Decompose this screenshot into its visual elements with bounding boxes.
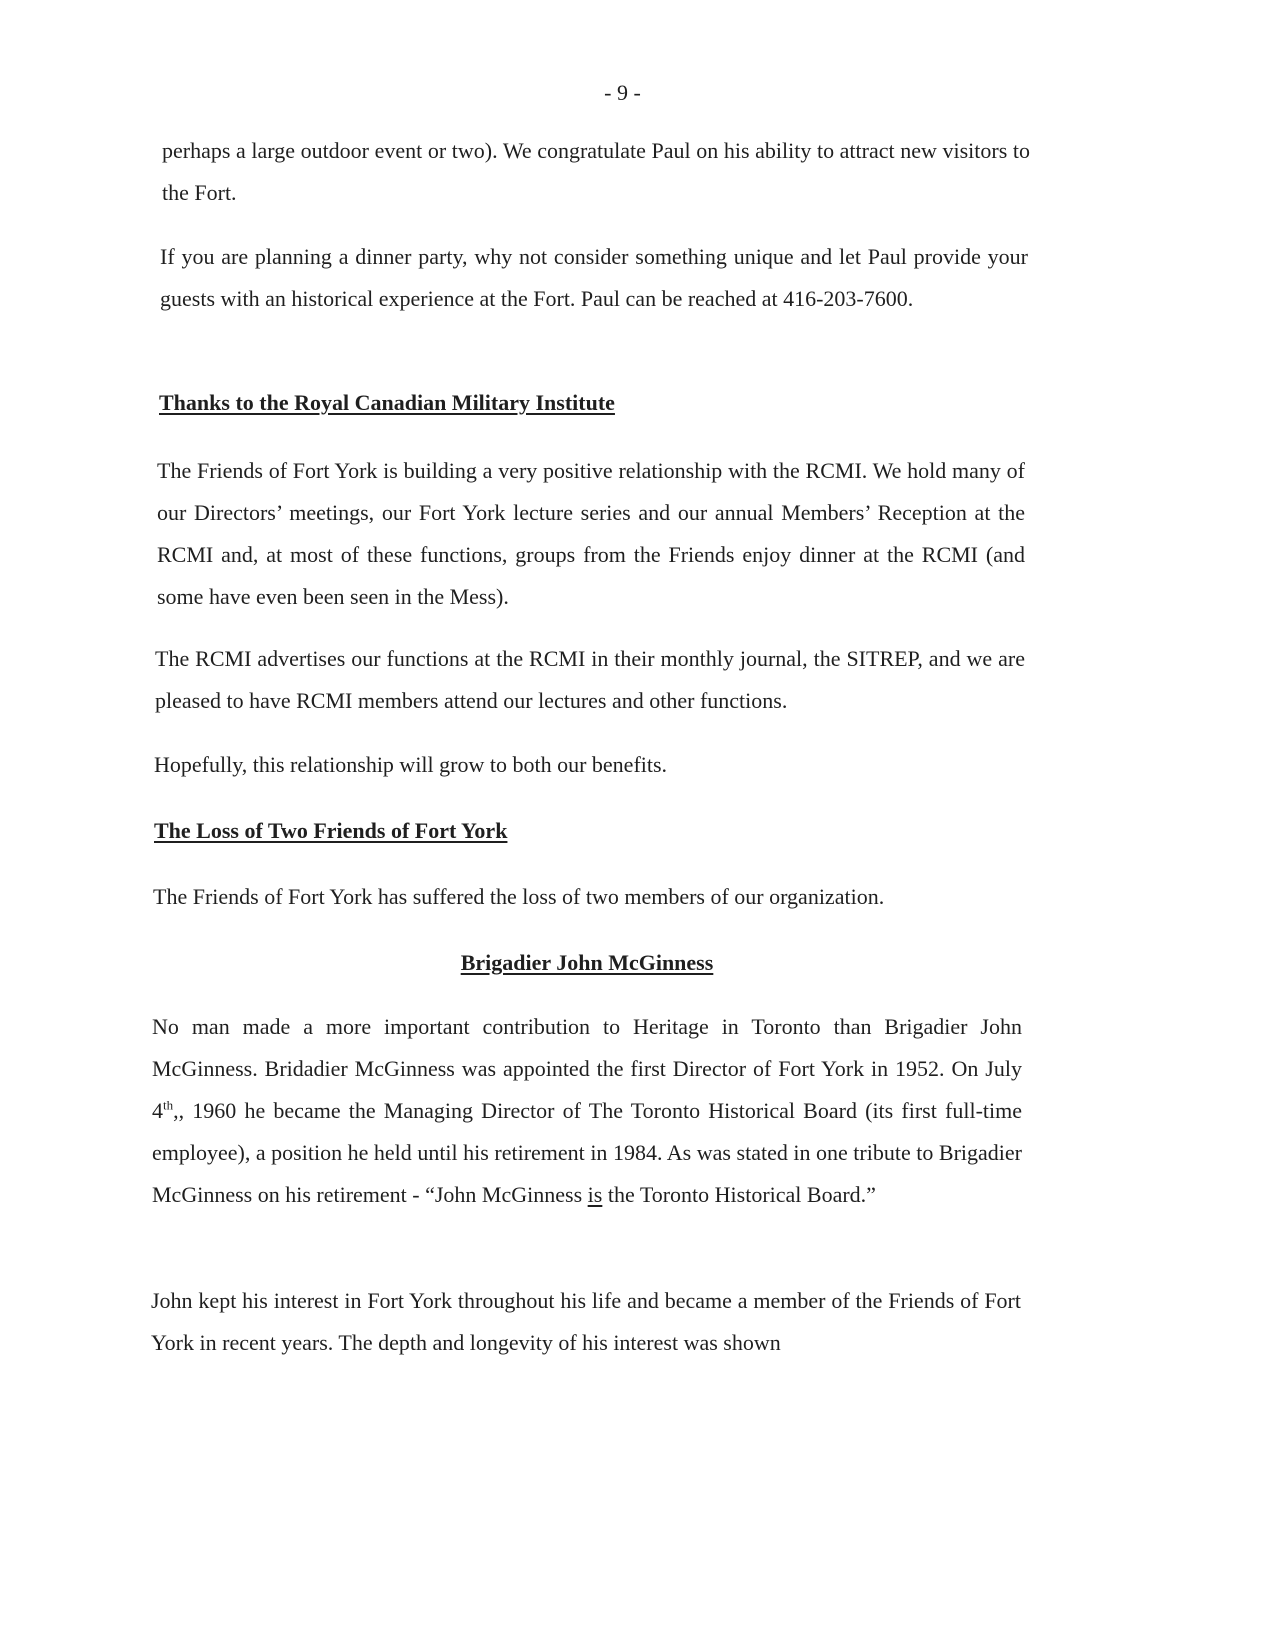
heading-mcginness [153,942,1021,984]
paragraph-mcginness-tribute [152,1006,1022,1216]
tribute-text-c: the Toronto Historical Board.” [602,1182,876,1207]
page-number: - 9 - [604,80,641,105]
paragraph-rcmi-sitrep: The RCMI advertises our functions at the RCMI in their monthly journal, the SITREP, and we are pleased to have RCMI members attend our lectures and other functions. [155,646,1025,713]
paragraph-rcmi-hopefully: Hopefully, this relationship will grow to both our benefits. [154,752,668,777]
paragraph-visitors: perhaps a large outdoor event or two). We congratulate Paul on his ability to attract new visitors to the Fort. [162,138,1030,205]
paragraph-dinner-party: If you are planning a dinner party, why not consider something unique and let Paul provide your guests with an historical experience at the Fort. Paul can be reached at 416-203-7600. [160,244,1028,311]
heading-loss: The Loss of Two Friends of Fort York [154,818,508,843]
superscript-th: th [163,1097,174,1113]
paragraph-mcginness-interest: John kept his interest in Fort York throughout his life and became a member of the Friends of Fort York in recent years. The depth and longevity of his interest was shown [151,1288,1021,1355]
underlined-is: is [587,1182,603,1207]
tribute-text-b: ,, 1960 he became the Managing Director of The Toronto Historical Board (its first full-time employee), a position he held until his retirement in 1984. As was stated in one tribute to Brigadier McGinness on his retirement - “John McGinness [152,1098,1022,1207]
heading-rcmi: Thanks to the Royal Canadian Military Institute [159,390,615,415]
tribute-text-a: No man made a more important contribution to Heritage in Toronto than Brigadier John McGinness. Bridadier McGinness was appointed the first Director of Fort York in 1952. On July 4 [152,1014,1022,1123]
paragraph-rcmi-relationship: The Friends of Fort York is building a very positive relationship with the RCMI. We hold many of our Directors’ meetings, our Fort York lecture series and our annual Members’ Reception at the RCMI and, at most of these functions, groups from the Friends enjoy dinner at the RCMI (and some have even been seen in the Mess). [157,458,1025,609]
heading-mcginness-text: Brigadier John McGinness [460,950,714,975]
paragraph-loss: The Friends of Fort York has suffered the loss of two members of our organization. [153,884,885,909]
